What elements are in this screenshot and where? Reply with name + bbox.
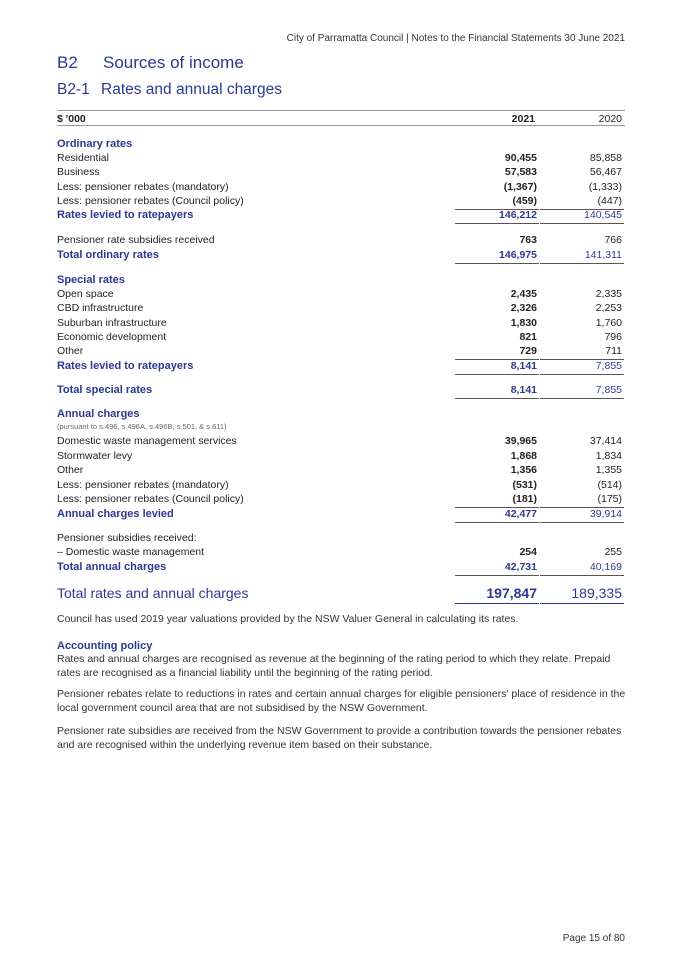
table-row <box>57 450 625 464</box>
row-label: Pensioner subsidies received: <box>57 532 197 544</box>
value-2021: 42,731 <box>455 561 539 576</box>
table-row <box>57 422 625 436</box>
value-2021: 8,141 <box>455 384 539 399</box>
value-2021: 90,455 <box>504 152 537 164</box>
table-row <box>57 493 625 507</box>
table-row <box>57 166 625 180</box>
table-row <box>57 274 625 288</box>
accounting-policy-title: Accounting policy <box>57 640 153 652</box>
rates-table <box>57 110 625 601</box>
row-label: (pursuant to s.496, s.496A, s.496B, s.501, & s.611) <box>57 422 227 431</box>
value-2020: 140,545 <box>540 209 624 224</box>
table-row <box>57 195 625 209</box>
value-2021: 729 <box>455 345 539 360</box>
table-row <box>57 138 625 152</box>
row-label: Less: pensioner rebates (mandatory) <box>57 181 229 193</box>
column-2020: 2020 <box>598 113 622 125</box>
table-row <box>57 546 625 560</box>
table-row <box>57 209 625 223</box>
value-2021: (1,367) <box>503 181 537 193</box>
row-label: Other <box>57 345 84 357</box>
value-2020: 189,335 <box>540 585 624 604</box>
column-2021: 2021 <box>511 113 535 125</box>
table-row <box>57 532 625 546</box>
value-2021: 2,326 <box>510 302 537 314</box>
row-label: Open space <box>57 288 114 300</box>
value-2020: 1,760 <box>595 317 622 329</box>
row-label: Less: pensioner rebates (mandatory) <box>57 479 229 491</box>
section-heading <box>57 53 244 73</box>
value-2021: 57,583 <box>504 166 537 178</box>
section-title: Sources of income <box>103 53 244 72</box>
value-2021: 146,212 <box>455 209 539 224</box>
value-2021: (531) <box>512 479 537 491</box>
table-row <box>57 384 625 398</box>
value-2020: 40,169 <box>540 561 624 576</box>
page-number: Page 15 of 80 <box>562 933 625 944</box>
value-2021: 39,965 <box>504 435 537 447</box>
value-2020: 37,414 <box>589 435 622 447</box>
value-2020: 255 <box>604 546 622 558</box>
value-2021: (459) <box>455 195 539 210</box>
value-2020: 39,914 <box>540 508 624 523</box>
value-2021: 1,356 <box>510 464 537 476</box>
row-label: Total rates and annual charges <box>57 585 249 601</box>
table-row <box>57 288 625 302</box>
value-2021: 2,435 <box>510 288 537 300</box>
row-label: Special rates <box>57 274 125 286</box>
row-label: Rates levied to ratepayers <box>57 209 194 221</box>
value-2020: 2,335 <box>595 288 622 300</box>
value-2020: 766 <box>604 234 622 246</box>
row-label: Annual charges <box>57 408 140 420</box>
value-2020: 796 <box>604 331 622 343</box>
table-row <box>57 479 625 493</box>
row-label: Total special rates <box>57 384 153 396</box>
row-label: Pensioner rate subsidies received <box>57 234 215 246</box>
row-label: Residential <box>57 152 109 164</box>
value-2020: (514) <box>597 479 622 491</box>
table-row <box>57 234 625 248</box>
value-2021: 197,847 <box>455 585 539 604</box>
table-row <box>57 435 625 449</box>
subsection-title: Rates and annual charges <box>101 81 282 98</box>
value-2020: 2,253 <box>595 302 622 314</box>
value-2021: 821 <box>519 331 537 343</box>
table-row <box>57 152 625 166</box>
value-2020: (447) <box>540 195 624 210</box>
row-label: – Domestic waste management <box>57 546 205 558</box>
policy-paragraph-3: Pensioner rate subsidies are received from the NSW Government to provide a contribution towards the pensioner rebates and are recognised within the underlying revenue item based on their substance. <box>57 725 622 751</box>
running-header: City of Parramatta Council | Notes to the Financial Statements 30 June 2021 <box>286 33 625 44</box>
unit-label: $ '000 <box>57 113 86 125</box>
table-row <box>57 331 625 345</box>
row-label: Rates levied to ratepayers <box>57 360 194 372</box>
table-row <box>57 508 625 522</box>
table-row <box>57 181 625 195</box>
value-2020: 56,467 <box>589 166 622 178</box>
row-label: Suburban infrastructure <box>57 317 167 329</box>
table-row <box>57 585 625 599</box>
table-row <box>57 561 625 575</box>
value-2021: 1,868 <box>510 450 537 462</box>
value-2021: 146,975 <box>455 249 539 264</box>
row-label: Ordinary rates <box>57 138 133 150</box>
value-2020: 7,855 <box>540 360 624 375</box>
subsection-number: B2-1 <box>57 81 90 98</box>
row-label: Total ordinary rates <box>57 249 159 261</box>
value-2020: 1,355 <box>595 464 622 476</box>
policy-paragraph-1: Rates and annual charges are recognised as revenue at the beginning of the rating period to which they relate. Prepaid rates are recognised as a financial liability until the beginning of the rating period. <box>57 653 611 679</box>
row-label: Total annual charges <box>57 561 167 573</box>
row-label: Less: pensioner rebates (Council policy) <box>57 493 244 505</box>
row-label: Business <box>57 166 100 178</box>
table-row <box>57 464 625 478</box>
policy-paragraph-2: Pensioner rebates relate to reductions in rates and certain annual charges for eligible pensioners' place of residence in the local government council area that are not subsidised by the NSW Government. <box>57 688 626 714</box>
value-2021: (181) <box>455 493 539 508</box>
table-row <box>57 408 625 422</box>
row-label: CBD infrastructure <box>57 302 144 314</box>
row-label: Stormwater levy <box>57 450 133 462</box>
table-row <box>57 317 625 331</box>
value-2021: 763 <box>519 234 537 246</box>
table-row <box>57 302 625 316</box>
row-label: Other <box>57 464 84 476</box>
value-2020: 7,855 <box>540 384 624 399</box>
value-2021: 42,477 <box>455 508 539 523</box>
row-label: Domestic waste management services <box>57 435 237 447</box>
table-row <box>57 249 625 263</box>
row-label: Less: pensioner rebates (Council policy) <box>57 195 244 207</box>
value-2021: 8,141 <box>455 360 539 375</box>
value-2020: (175) <box>540 493 624 508</box>
subsection-heading <box>57 81 282 99</box>
value-2020: 85,858 <box>589 152 622 164</box>
value-2020: 711 <box>540 345 624 360</box>
value-2020: (1,333) <box>588 181 622 193</box>
value-2020: 141,311 <box>540 249 624 264</box>
row-label: Economic development <box>57 331 167 343</box>
table-row <box>57 345 625 359</box>
value-2020: 1,834 <box>595 450 622 462</box>
value-2021: 254 <box>519 546 537 558</box>
table-header <box>57 110 625 126</box>
value-2021: 1,830 <box>510 317 537 329</box>
section-number: B2 <box>57 53 78 72</box>
row-label: Annual charges levied <box>57 508 174 520</box>
valuation-note: Council has used 2019 year valuations provided by the NSW Valuer General in calculating its rates. <box>57 613 519 625</box>
table-row <box>57 360 625 374</box>
